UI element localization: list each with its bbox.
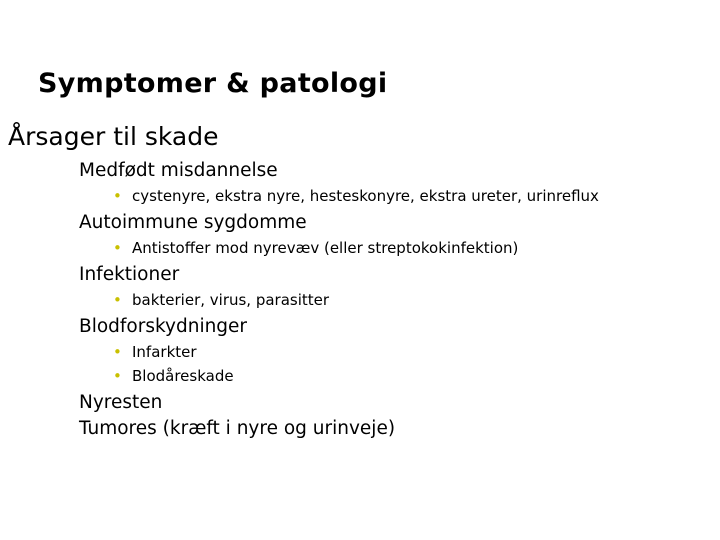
item-label: Nyresten <box>79 392 163 413</box>
sub-list <box>79 340 599 388</box>
sub-item <box>113 236 599 260</box>
bullet-icon: • <box>113 291 122 309</box>
sub-item-text: Antistoffer mod nyrevæv (eller streptokokinfektion) <box>132 239 519 257</box>
item-label: Autoimmune sygdomme <box>79 212 307 233</box>
sub-list <box>79 184 599 208</box>
sub-list <box>79 288 599 312</box>
item-label: Tumores (kræft i nyre og urinveje) <box>79 418 396 439</box>
item-label: Medfødt misdannelse <box>79 160 278 181</box>
sub-item <box>113 340 599 364</box>
cause-list <box>79 158 599 442</box>
slide-title: Symptomer & patologi <box>38 68 388 99</box>
item-label: Blodforskydninger <box>79 316 248 337</box>
list-item <box>79 390 599 416</box>
bullet-icon: • <box>113 239 122 257</box>
sub-item <box>113 364 599 388</box>
sub-item-text: Infarkter <box>132 343 197 361</box>
sub-item-text: cystenyre, ekstra nyre, hesteskonyre, ekstra ureter, urinreflux <box>132 187 599 205</box>
bullet-icon: • <box>113 187 122 205</box>
list-item <box>79 314 599 388</box>
list-item <box>79 158 599 208</box>
sub-item <box>113 184 599 208</box>
sub-item <box>113 288 599 312</box>
sub-item-text: Blodåreskade <box>132 367 234 385</box>
list-item <box>79 262 599 312</box>
section-heading: Årsager til skade <box>8 122 219 151</box>
sub-item-text: bakterier, virus, parasitter <box>132 291 330 309</box>
item-label: Infektioner <box>79 264 180 285</box>
sub-list <box>79 236 599 260</box>
list-item <box>79 416 599 442</box>
list-item <box>79 210 599 260</box>
bullet-icon: • <box>113 367 122 385</box>
bullet-icon: • <box>113 343 122 361</box>
